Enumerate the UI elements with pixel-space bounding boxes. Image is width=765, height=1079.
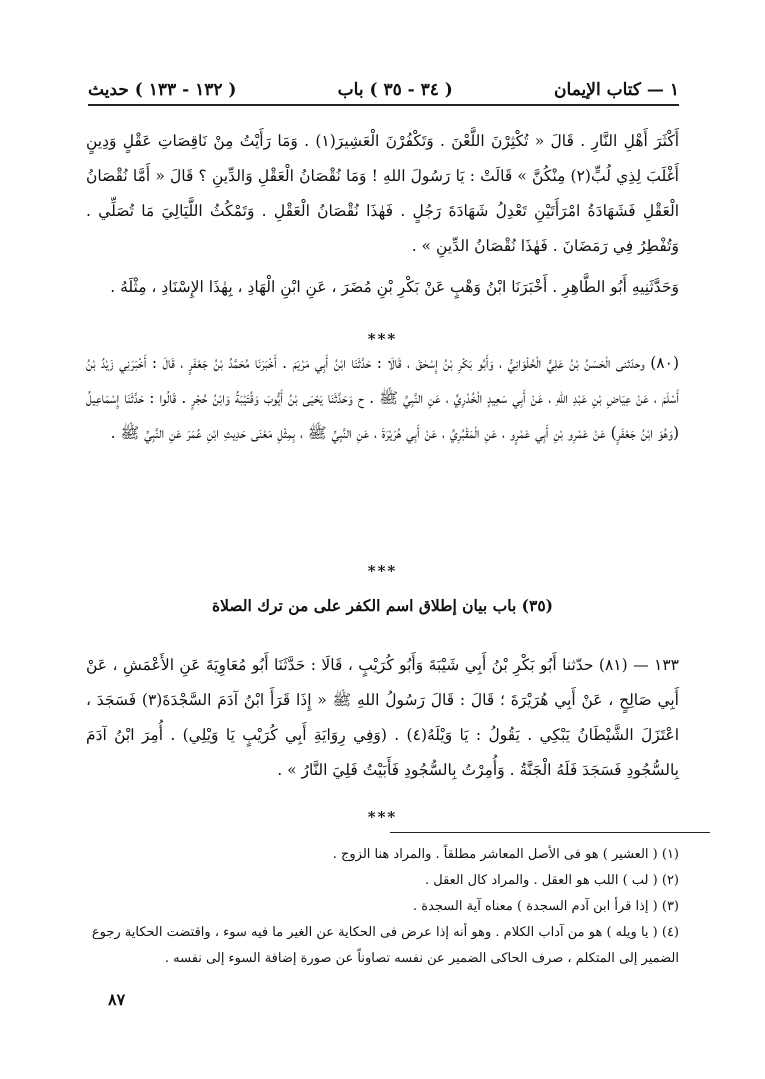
- hadith-text: ١٣٣ — (٨١) حدّثنا أَبُو بَكْرِ بْنُ أَبِي شَيْبَةَ وَأَبُو كُرَيْبٍ ، قَالَا : حَدَّثَنَا أَبُو مُعَاوِيَةَ عَنِ الأَعْمَشِ ، عَنْ أَبِي صَالِحٍ ، عَنْ أَبِي هُرَيْرَةَ ؛ قَالَ : قَالَ رَسُولُ اللهِ ﷺ « إِذَا قَرَأَ ابْنُ آدَمَ السَّجْدَةَ(٣) فَسَجَدَ ، اعْتَزَلَ الشَّيْطَانُ يَبْكِي . يَقُولُ : يَا وَيْلَهُ(٤) . (وَفِي رِوَايَةِ أَبِي كُرَيْبٍ يَا وَيْلِي) . أُمِرَ ابْنُ آدَمَ بِالسُّجُودِ فَسَجَدَ فَلَهُ الْجَنَّةُ . وَأُمِرْتُ بِالسُّجُودِ فَأَبَيْتُ فَلِيَ النَّارُ » .: [86, 656, 680, 779]
- chapter-title: (٣٥) باب بيان إطلاق اسم الكفر على من ترك الصلاة: [211, 596, 554, 615]
- footnote-rule: [390, 832, 710, 833]
- separator-stars: ***: [367, 330, 398, 348]
- book-title: ١ — كتاب الإيمان: [554, 80, 679, 100]
- section-hadith-continuation: [86, 124, 679, 305]
- separator-stars: ***: [367, 562, 398, 580]
- footnote-4: (٤) ( يا ويله ) هو من آداب الكلام . وهو أنه إذا عرض فى الحكاية عن الغير ما فيه سوء ، واقتضت الحكاية رجوع الضمير إلى المتكلم ، صرف الحاكى الضمير عن نفسه تصاوناً عن صورة إضافة السوء إلى نفسه .: [91, 925, 679, 966]
- isnad-chain: وَحَدَّثَنِيهِ أَبُو الطَّاهِرِ . أَخْبَرَنَا ابْنُ وَهْبٍ عَنْ بَكْرِ بْنِ مُضَرَ ، عَنِ ابْنِ الْهَادِ ، بِهٰذَا الإِسْنَادِ ، مِثْلَهُ .: [110, 278, 679, 296]
- chapter-range: ( ٣٤ - ٣٥ ) باب: [337, 80, 453, 100]
- section-hadith-133: [86, 648, 679, 788]
- footnote-2: (٢) ( لب ) اللب هو العقل . والمراد كال العقل .: [424, 873, 679, 888]
- footnote-1: (١) ( العشير ) هو فى الأصل المعاشر مطلقاً . والمراد هنا الزوج .: [332, 847, 679, 862]
- page-header: [88, 72, 679, 106]
- hadith-text: (٨٠) وحدّثنى الْحَسَنُ بْنُ عَلِيٍّ الْحُلْوَانِيُّ ، وَأَبُو بَكْرِ بْنُ إِسْحٰقَ ، قَالَا : حَدَّثَنَا ابْنُ أَبِي مَرْيَمَ . أَخْبَرَنَا مُحَمَّدُ بْنُ جَعْفَرٍ ، قَالَ : أَخْبَرَنِي زَيْدُ بْنُ أَسْلَمَ ، عَنْ عِيَاضِ بْنِ عَبْدِ اللهِ ، عَنْ أَبِي سَعِيدٍ الْخُدْرِيِّ ، عَنِ النَّبِيِّ ﷺ . ح وَحَدَّثَنَا يَحْيَى بْنُ أَيُّوبَ وَقُتَيْبَةُ وَابْنُ حُجْرٍ . قَالُوا : حَدَّثَنَا إِسْمَاعِيلُ (وَهُوَ ابْنُ جَعْفَرٍ) عَنْ عَمْرِو بْنِ أَبِي عَمْرٍو ، عَنِ الْمَقْبُرِيِّ ، عَنْ أَبِي هُرَيْرَةَ ، عَنِ النَّبِيِّ ﷺ ، بِمِثْلِ مَعْنَى حَدِيثِ ابْنِ عُمَرَ عَنِ النَّبِيِّ ﷺ .: [86, 354, 679, 442]
- section-hadith-80: [86, 346, 679, 451]
- footnote-3: (٣) ( إذا قرأ ابن آدم السجدة ) معناه آية السجدة .: [413, 899, 679, 914]
- hadith-range: ( ١٣٢ - ١٣٣ ) حديث: [88, 80, 237, 100]
- page-number: ٨٧: [108, 990, 126, 1009]
- separator-stars: ***: [367, 808, 398, 826]
- hadith-text: أَكْثَرَ أَهْلِ النَّارِ . قَالَ « تُكْثِرْنَ اللَّعْنَ . وَتَكْفُرْنَ الْعَشِيرَ(١) . وَمَا رَأَيْتُ مِنْ نَاقِصَاتِ عَقْلٍ وَدِينٍ أَغْلَبَ لِذِي لُبٍّ(٢) مِنْكُنَّ » قَالَتْ : يَا رَسُولَ اللهِ ! وَمَا نُقْصَانُ الْعَقْلِ وَالدِّينِ ؟ قَالَ « أَمَّا نُقْصَانُ الْعَقْلِ فَشَهَادَةُ امْرَأَتَيْنِ تَعْدِلُ شَهَادَةَ رَجُلٍ . فَهٰذَا نُقْصَانُ الْعَقْلِ . وَتَمْكُثُ اللَّيَالِيَ مَا تُصَلِّي . وَتُفْطِرُ فِي رَمَضَانَ . فَهٰذَا نُقْصَانُ الدِّينِ » .: [86, 132, 680, 255]
- footnotes: [88, 842, 679, 972]
